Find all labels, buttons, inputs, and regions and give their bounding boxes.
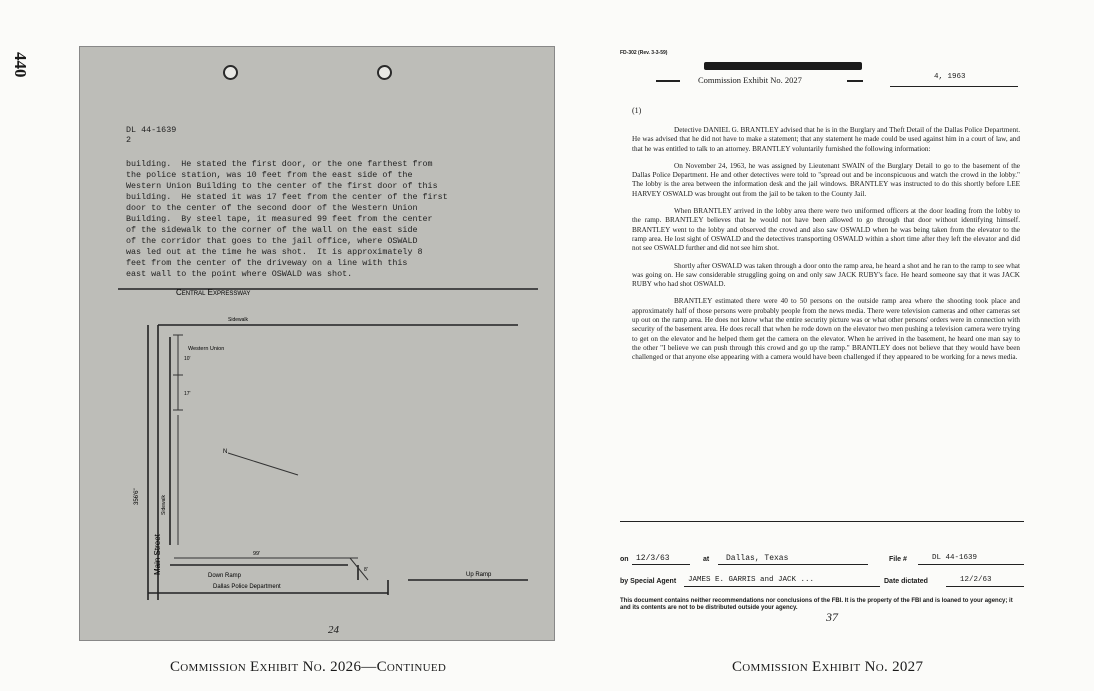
at-value: Dallas, Texas — [726, 554, 789, 563]
body-line: door to the center of the second door of the Western Union — [126, 203, 418, 213]
interview-paragraph: Shortly after OSWALD was taken through a door onto the ramp area, he heard a shot and he ran to the ramp to see what was going on. He saw considerable struggling going on and only saw JACK RUBY's face. He heard someone say that it was JACK RUBY who had shot OSWALD. — [632, 261, 1020, 289]
page-number: 440 — [11, 52, 30, 78]
on-underline — [632, 564, 690, 565]
label-sidewalk-side: Sidewalk — [161, 494, 167, 515]
file-reference: DL 44-1639 — [126, 125, 177, 135]
disclaimer: This document contains neither recommendations nor conclusions of the FBI. It is the property of the FBI and is loaned to your agency; it and its contents are not to be distributed outside your agency. — [620, 598, 1013, 611]
dim-99: 99' — [253, 551, 261, 557]
dim-356: 356'6" — [134, 488, 140, 505]
agent-value: JAMES E. GARRIS and JACK ... — [688, 576, 815, 584]
punch-hole-right — [377, 65, 392, 80]
body-line: east wall to the point where OSWALD was shot. — [126, 269, 353, 279]
body-line: of the corridor that goes to the jail office, where OSWALD — [126, 236, 418, 246]
agent-label: by Special Agent — [620, 578, 677, 585]
label-up-ramp: Up Ramp — [466, 572, 492, 578]
label-western-union: Western Union — [188, 346, 225, 352]
dim-10: 10' — [184, 356, 191, 362]
interview-paragraph: BRANTLEY estimated there were 40 to 50 persons on the outside ramp area where the shooting took place and approximately half of those persons were probably people from the news media. There were television cameras and other cameras set up out on the ramp area. He does not know what the entire security picture was or what other persons' orders were in connection with security of the basement area. He does recall that when he rode down on the elevator two men pushing a television camera were trying to get on the elevator and he helped them get the camera on the elevator. When he arrived in the basement, he heard one man say to the other "I believe we can push through this crowd and go up the ramp." BRANTLEY does not believe that they would have been challenged or that anyone else appearing with a camera would have been challenged if they appeared to be working for a news media. — [632, 297, 1020, 362]
label-down-ramp: Down Ramp — [208, 573, 242, 579]
on-label: on — [620, 556, 629, 563]
interview-paragraph: Detective DANIEL G. BRANTLEY advised that he is in the Burglary and Theft Detail of the Dallas Police Department. He was advised that he did not have to make a statement; that any statement he made could be used against him in a court of law, and that he was entitled to talk to an attorney. BRANTLEY voluntarily furnished the following information: — [632, 126, 1020, 153]
report-body — [126, 159, 448, 280]
label-central-expressway: Central Expressway — [176, 288, 251, 297]
dim-8: 8' — [364, 567, 368, 573]
header-dash-left — [656, 80, 680, 82]
north-marker: N — [223, 449, 228, 455]
header-dash-right — [847, 80, 863, 82]
body-line: of the sidewalk to the corner of the wall on the east side — [126, 225, 418, 235]
at-underline — [718, 564, 868, 565]
handwritten-page-left: 24 — [328, 624, 339, 636]
label-dallas-pd: Dallas Police Department — [213, 584, 281, 590]
caption-left: Commission Exhibit No. 2026—Continued — [170, 659, 447, 675]
dim-17: 17' — [184, 391, 191, 397]
dictated-value: 12/2/63 — [960, 576, 992, 584]
interview-body — [632, 126, 1020, 371]
file-underline — [918, 564, 1024, 565]
punch-hole-left — [223, 65, 238, 80]
body-line: Building. By steel tape, it measured 99 feet from the center — [126, 214, 433, 224]
header-bar — [704, 62, 862, 70]
date-underline — [890, 86, 1018, 87]
street-diagram — [118, 275, 538, 615]
agent-underline — [684, 586, 880, 587]
exhibit-label: Commission Exhibit No. 2027 — [698, 75, 802, 85]
at-label: at — [703, 556, 710, 563]
exhibit-2026-page — [79, 46, 555, 641]
file-reference-sub: 2 — [126, 135, 132, 145]
body-line: building. He stated the first door, or the one farthest from — [126, 159, 433, 169]
section-number: (1) — [632, 106, 642, 115]
report-date: 4, 1963 — [934, 73, 966, 81]
body-line: feet from the center of the driveway on a line with this — [126, 258, 408, 268]
label-main-street: Main Street — [153, 534, 162, 575]
file-label: File # — [889, 556, 907, 563]
interview-paragraph: When BRANTLEY arrived in the lobby area there were two uniformed officers at the door leading from the lobby to the ramp. BRANTLEY believes that he would not have been allowed to go through that door without identifying himself. BRANTLEY went to the lobby and observed the crowd and also saw OSWALD when he was being taken from the elevator to the ramp area. He lost sight of OSWALD and the detectives transporting OSWALD within a short time after they left the elevator and did not see OSWALD further and did not see him shot. — [632, 207, 1020, 253]
caption-right: Commission Exhibit No. 2027 — [732, 659, 924, 675]
body-line: was led out at the time he was shot. It is approximately 8 — [126, 247, 423, 257]
body-line: building. He stated it was 17 feet from the center of the first — [126, 192, 448, 202]
on-value: 12/3/63 — [636, 554, 670, 563]
dictated-label: Date dictated — [884, 578, 928, 585]
dictated-underline — [946, 586, 1024, 587]
label-sidewalk-top: Sidewalk — [228, 317, 249, 323]
form-number: FD-302 (Rev. 3-3-59) — [620, 50, 668, 56]
file-value: DL 44-1639 — [932, 554, 978, 562]
body-line: the police station, was 10 feet from the east side of the — [126, 170, 413, 180]
body-line: Western Union Building to the center of the first door of this — [126, 181, 438, 191]
body-rule — [620, 521, 1024, 522]
handwritten-page-right: 37 — [826, 610, 838, 624]
interview-paragraph: On November 24, 1963, he was assigned by Lieutenant SWAIN of the Burglary Detail to go to the basement of the Dallas Police Department. He and other detectives were told to "spread out and be inconspicuous and watch the crowd in the lobby." The lobby is the area between the information desk and the jail windows. BRANTLEY was instructed to do this shortly before LEE HARVEY OSWALD was brought out from the jail to be taken to the County Jail. — [632, 161, 1020, 198]
